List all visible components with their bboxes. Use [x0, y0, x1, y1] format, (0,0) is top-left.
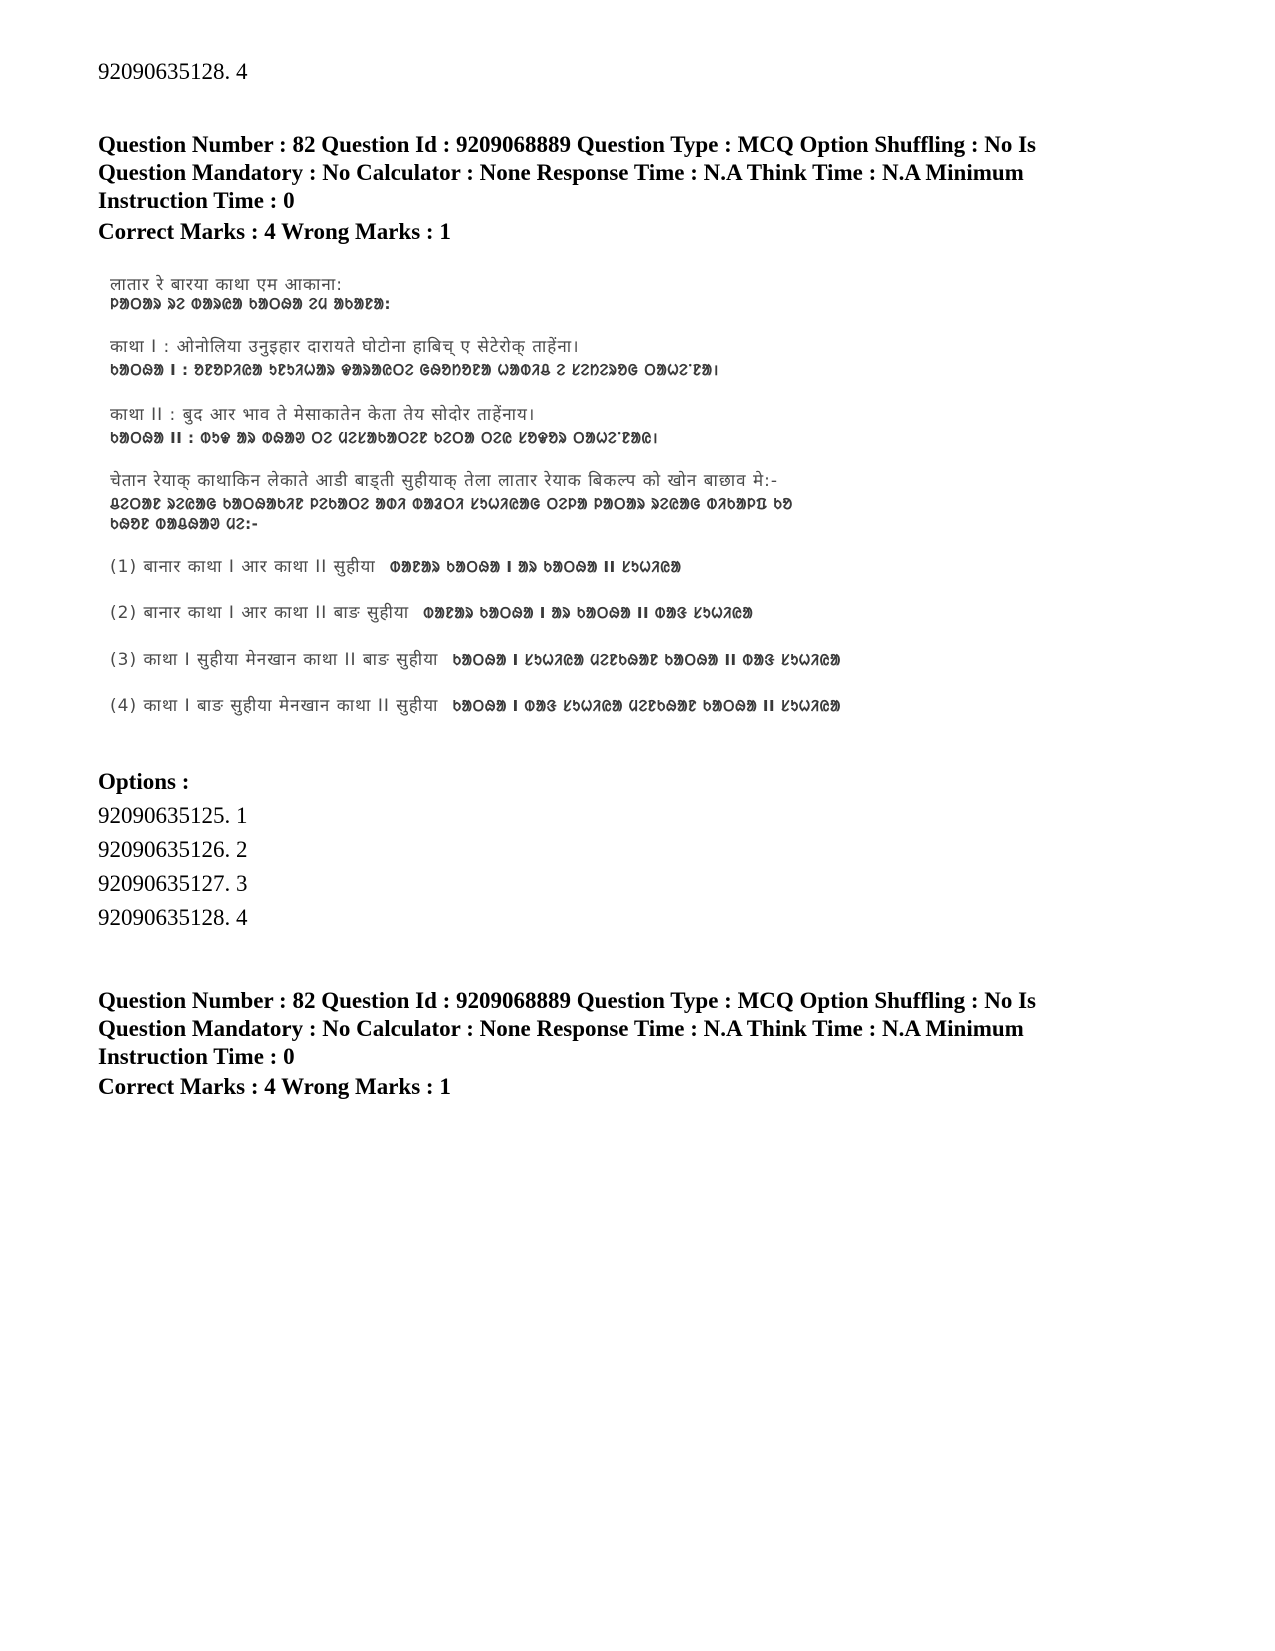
image-option-4 [110, 693, 841, 716]
image-option-4-devanagari: (4) काथा I बाङ सुहीया मेनखान काथा II सुहीया [110, 696, 439, 716]
question-header-line2: Question Mandatory : No Calculator : None Response Time : N.A Think Time : N.A Minimum [98, 160, 1024, 185]
image-option-2 [110, 600, 753, 623]
image-option-1-devanagari: (1) बानार काथा I आर काथा II सुहीया [110, 557, 376, 577]
next-question-header-line1: Question Number : 82 Question Id : 9209068889 Question Type : MCQ Option Shuffling : No Is [98, 988, 1037, 1013]
next-question-header [98, 987, 1158, 1071]
image-option-3 [110, 647, 841, 670]
previous-option-line: 92090635128. 4 [98, 59, 248, 84]
image-option-2-olchiki: ᱵᱟᱱᱟᱨ ᱠᱟᱛᱷᱟ I ᱟᱨ ᱠᱟᱛᱷᱟ II ᱵᱟᱝ ᱥᱩᱦᱤᱭᱟ [423, 604, 754, 622]
intro-line-devanagari: लातार रे बारया काथा एम आकाना: [110, 275, 343, 295]
question-header [98, 131, 1158, 215]
image-option-3-olchiki: ᱠᱟᱛᱷᱟ I ᱥᱩᱦᱤᱭᱟ ᱢᱮᱱᱠᱷᱟᱱ ᱠᱟᱛᱷᱟ II ᱵᱟᱝ ᱥᱩᱦᱤᱭᱟ [452, 651, 841, 669]
instruction-devanagari: चेतान रेयाक् काथाकिन लेकाते आडी बाड्ती सुहीयाक् तेला लातार रेयाक बिकल्प को खोन बाछाव मे:- [110, 471, 779, 491]
question-header-line3: Instruction Time : 0 [98, 188, 295, 213]
question-header-line1: Question Number : 82 Question Id : 9209068889 Question Type : MCQ Option Shuffling : No Is [98, 132, 1037, 157]
statement1-devanagari: काथा I : ओनोलिया उनुइहार दारायते घोटोना हाबिच् ए सेटेरोक् ताहेंना। [110, 337, 580, 357]
question-image [104, 272, 964, 752]
option-item: 92090635127. 3 [98, 871, 248, 896]
instruction-olchiki-b: ᱠᱷᱚᱱ ᱵᱟᱪᱷᱟᱣ ᱢᱮ:- [110, 515, 259, 533]
option-item: 92090635125. 1 [98, 803, 248, 828]
next-question-header-line2: Question Mandatory : No Calculator : None Response Time : N.A Think Time : N.A Minimum [98, 1016, 1024, 1041]
instruction-olchiki-a: ᱪᱮᱛᱟᱱ ᱨᱮᱭᱟᱜ ᱠᱟᱛᱷᱟᱠᱤᱱ ᱞᱮᱠᱟᱛᱮ ᱟᱰᱤ ᱵᱟᱲᱛᱤ ᱥᱩᱦᱤᱭᱟᱜ ᱛᱮᱞᱟ ᱞᱟᱛᱟᱨ ᱨᱮᱭᱟᱜ ᱵᱤᱠᱟᱞᱯ ᱠᱚ [110, 495, 793, 513]
image-option-1-olchiki: ᱵᱟᱱᱟᱨ ᱠᱟᱛᱷᱟ I ᱟᱨ ᱠᱟᱛᱷᱟ II ᱥᱩᱦᱤᱭᱟ [389, 558, 682, 576]
statement2-devanagari: काथा II : बुद आर भाव ते मेसाकातेन केता तेय सोदोर ताहेंनाय। [110, 405, 536, 425]
statement2-olchiki: ᱠᱟᱛᱷᱟ II : ᱵᱩᱫ ᱟᱨ ᱵᱷᱟᱣ ᱛᱮ ᱢᱮᱥᱟᱠᱟᱛᱮᱱ ᱠᱮᱛᱟ ᱛᱮᱭ ᱥᱚᱫᱚᱨ ᱛᱟᱦᱮᱸᱱᱟᱭ। [110, 429, 659, 447]
question-marks: Correct Marks : 4 Wrong Marks : 1 [98, 219, 451, 244]
image-option-3-devanagari: (3) काथा I सुहीया मेनखान काथा II बाङ सुहीया [110, 650, 439, 670]
intro-line-olchiki: ᱞᱟᱛᱟᱨ ᱨᱮ ᱵᱟᱨᱭᱟ ᱠᱟᱛᱷᱟ ᱮᱢ ᱟᱠᱟᱱᱟ: [110, 295, 392, 313]
next-question-marks: Correct Marks : 4 Wrong Marks : 1 [98, 1074, 451, 1099]
options-heading: Options : [98, 769, 190, 794]
image-option-4-olchiki: ᱠᱟᱛᱷᱟ I ᱵᱟᱝ ᱥᱩᱦᱤᱭᱟ ᱢᱮᱱᱠᱷᱟᱱ ᱠᱟᱛᱷᱟ II ᱥᱩᱦᱤᱭᱟ [452, 697, 841, 715]
next-question-header-line3: Instruction Time : 0 [98, 1044, 295, 1069]
image-option-2-devanagari: (2) बानार काथा I आर काथा II बाङ सुहीया [110, 603, 410, 623]
option-item: 92090635128. 4 [98, 905, 248, 930]
option-item: 92090635126. 2 [98, 837, 248, 862]
statement1-olchiki: ᱠᱟᱛᱷᱟ I : ᱚᱱᱚᱞᱤᱭᱟ ᱩᱱᱩᱤᱦᱟᱨ ᱫᱟᱨᱟᱭᱛᱮ ᱜᱷᱚᱴᱚᱱᱟ ᱦᱟᱵᱤᱪ ᱮ ᱥᱮᱴᱮᱨᱚᱜ ᱛᱟᱦᱮᱸᱱᱟ। [110, 361, 719, 379]
image-option-1 [110, 554, 681, 577]
